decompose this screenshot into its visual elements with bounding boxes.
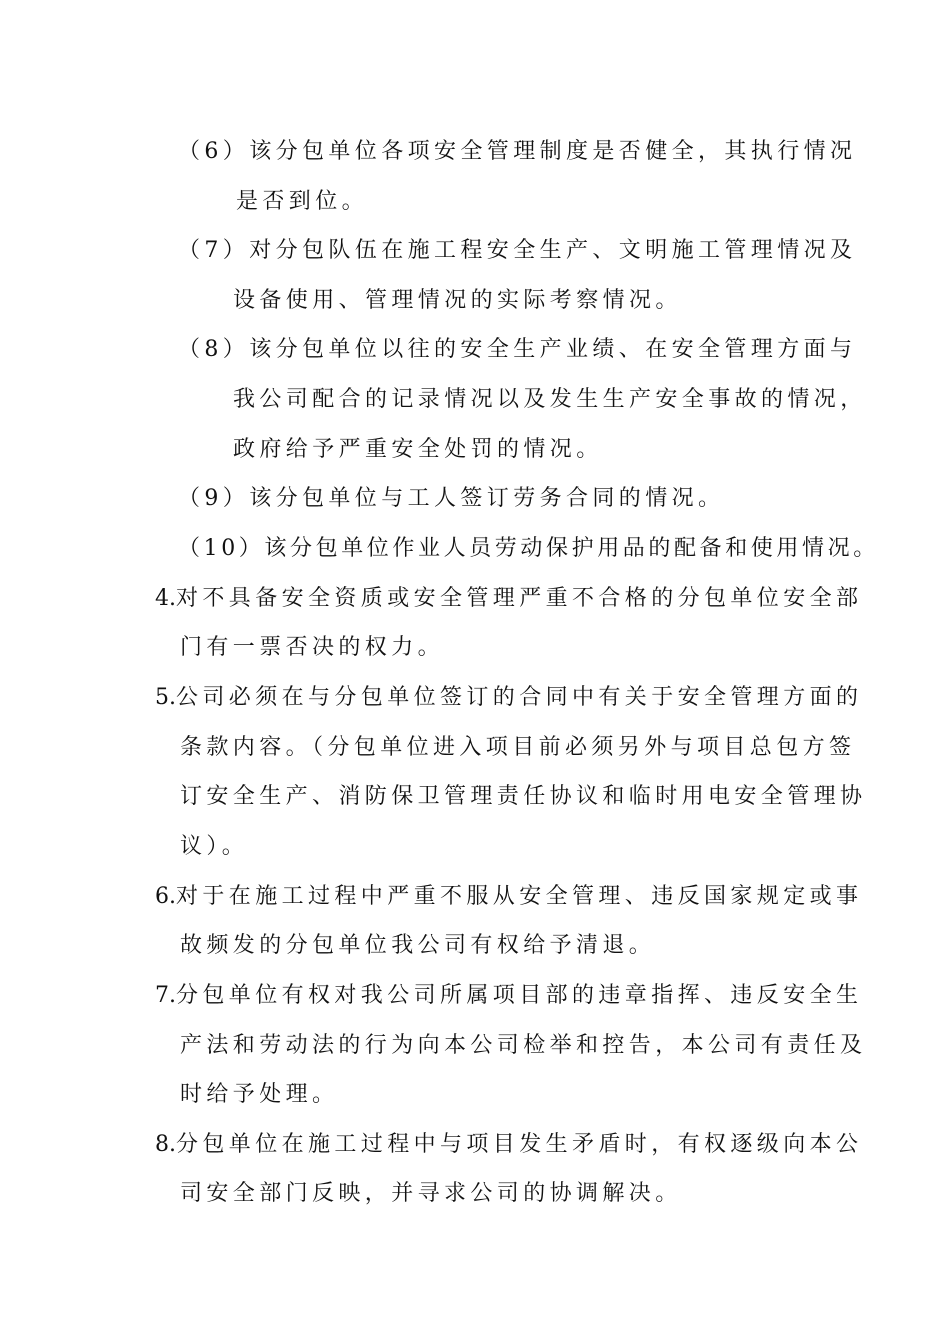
item-6-line-1 [155,882,862,912]
sub-item-10-line-1 [178,534,879,564]
sub-item-6-line-1 [178,137,856,167]
item-8-text-1: 分包单位在施工过程中与项目发生矛盾时，有权逐级向本公 [176,1132,863,1157]
item-4-text-2: 门有一票否决的权力。 [180,635,445,660]
sub-item-8-text-3: 政府给予严重安全处罚的情况。 [233,437,603,462]
sub-item-6-text-2: 是否到位。 [236,189,369,214]
item-7-text-2: 产法和劳动法的行为向本公司检举和控告，本公司有责任及 [180,1033,867,1058]
sub-item-8-line-1 [178,335,856,365]
item-6-marker: 6. [155,884,176,909]
item-7-text-1: 分包单位有权对我公司所属项目部的违章指挥、违反安全生 [176,983,863,1008]
item-8-marker: 8. [155,1132,176,1157]
sub-item-7-marker: （7） [178,238,250,263]
item-8-text-2: 司安全部门反映，并寻求公司的协调解决。 [180,1181,682,1206]
item-7-marker: 7. [155,983,176,1008]
sub-item-7-line-1 [178,236,856,266]
sub-item-9-marker: （9） [178,486,250,511]
item-7-text-3: 时给予处理。 [180,1082,339,1107]
item-6-text-2: 故频发的分包单位我公司有权给予清退。 [180,933,656,958]
sub-item-8-text-1: 该分包单位以往的安全生产业绩、在安全管理方面与 [249,337,857,362]
sub-item-8-marker: （8） [178,337,250,362]
sub-item-9-text-1: 该分包单位与工人签订劳务合同的情况。 [249,486,725,511]
sub-item-10-text-1: 该分包单位作业人员劳动保护用品的配备和使用情况。 [264,536,879,561]
item-5-text-1: 公司必须在与分包单位签订的合同中有关于安全管理方面的 [176,685,863,710]
item-7-line-1 [155,981,862,1011]
sub-item-10-marker: （10） [178,536,265,561]
item-4-text-1: 对不具备安全资质或安全管理严重不合格的分包单位安全部 [176,586,863,611]
sub-item-8-text-2: 我公司配合的记录情况以及发生生产安全事故的情况， [233,387,867,412]
sub-item-7-text-1: 对分包队伍在施工程安全生产、文明施工管理情况及 [249,238,857,263]
item-5-marker: 5. [155,685,176,710]
item-5-text-4: 议）。 [180,834,249,859]
sub-item-7-text-2: 设备使用、管理情况的实际考察情况。 [233,288,682,313]
item-4-line-1 [155,584,862,614]
item-6-text-1: 对于在施工过程中严重不服从安全管理、违反国家规定或事 [176,884,863,909]
sub-item-6-text-1: 该分包单位各项安全管理制度是否健全，其执行情况 [249,139,857,164]
sub-item-6-marker: （6） [178,139,250,164]
item-5-line-1 [155,683,862,713]
item-4-marker: 4. [155,586,176,611]
sub-item-9-line-1 [178,484,724,514]
item-5-text-2: 条款内容。（分包单位进入项目前必须另外与项目总包方签 [180,735,856,760]
item-8-line-1 [155,1130,862,1160]
item-5-text-3: 订安全生产、消防保卫管理责任协议和临时用电安全管理协 [180,784,867,809]
